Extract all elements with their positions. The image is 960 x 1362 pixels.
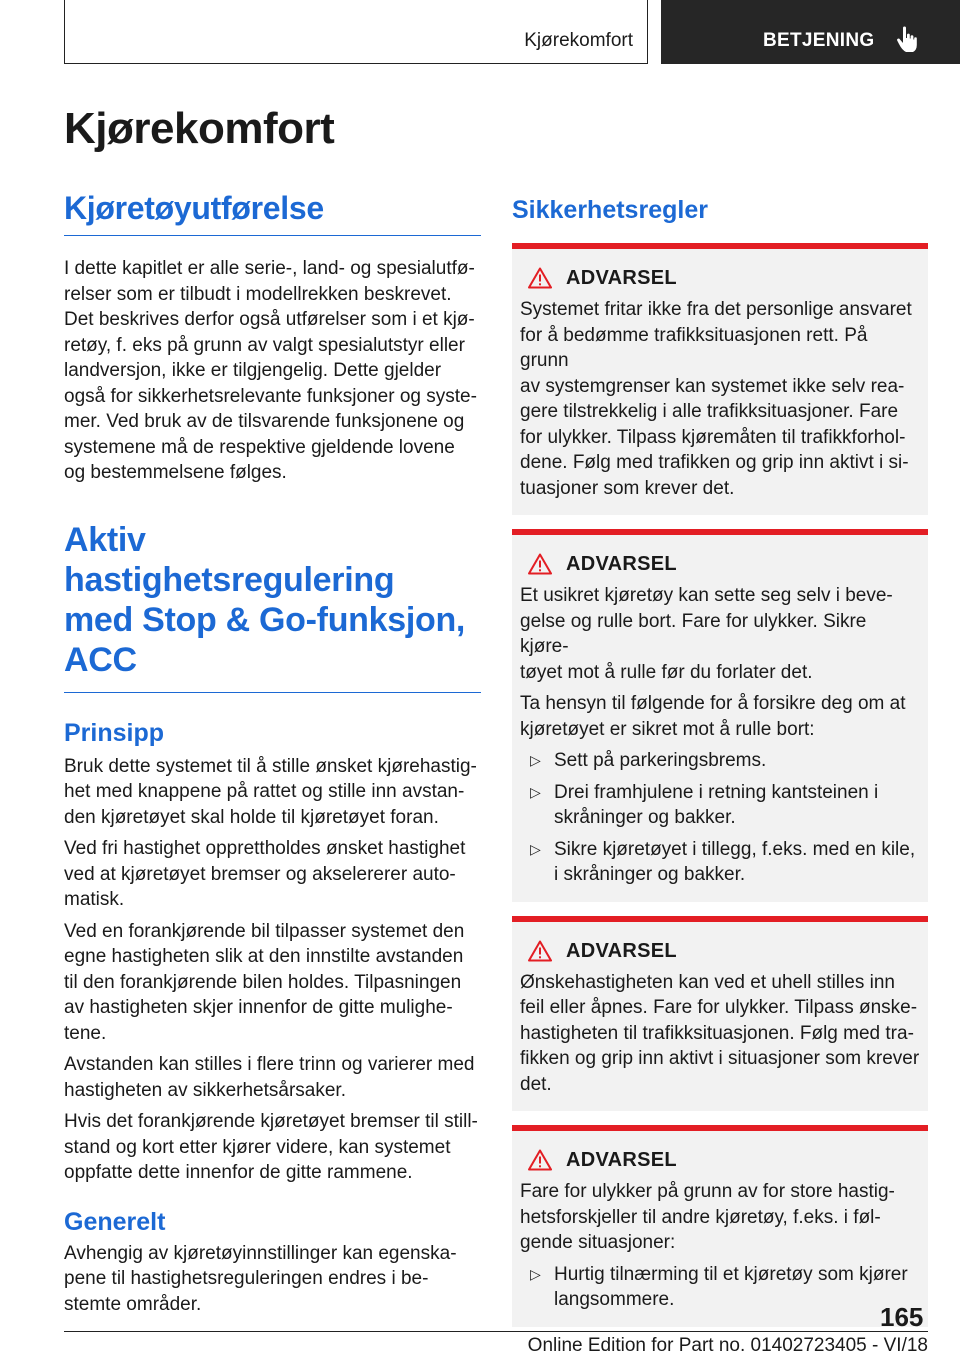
bullet-triangle-icon: ▷ xyxy=(530,752,541,768)
warning-box xyxy=(512,916,928,1112)
list-item: ▷ Sikre kjøretøyet i tillegg, f.eks. med en kile, i skråninger og bakker. xyxy=(530,838,916,885)
footer-edition: Online Edition for Part no. 01402723405 - VI/18 xyxy=(527,1335,928,1356)
bullet-triangle-icon: ▷ xyxy=(530,783,541,800)
left-column xyxy=(64,190,481,1317)
warning-text: Fare for ulykker på grunn av for store hastig- hetsforskjeller til andre kjøretøy, f.eks. i føl- gende situasjoner: xyxy=(520,1181,895,1253)
warning-title: ADVARSEL xyxy=(566,939,677,962)
bullet-triangle-icon: ▷ xyxy=(530,840,541,857)
heading-sikkerhetsregler: Sikkerhetsregler xyxy=(512,196,708,224)
warning-box xyxy=(512,529,928,902)
header-chapter-title: BETJENING xyxy=(763,30,875,51)
page-title: Kjørekomfort xyxy=(64,104,335,153)
prinsipp-paragraph: Ved en forankjørende bil tilpasser systemet den egne hastigheten slik at den innstilte avstanden til den forankjørende bilen holdes. Tilpasningen av hastigheten skjer innenfor de gitte mulighe- tene. xyxy=(64,920,465,1044)
header-section-title: Kjørekomfort xyxy=(524,30,633,51)
intro-paragraph: I dette kapitlet er alle serie-, land- og spesialutfø- relser som er tilbudt i modellrekken beskrevet. Det beskrives derfor også utførelser som i et kjø- retøy, f. eks på grunn av valgt spesialutstyr eller landversjon, ikke er tilgjengelig. Dette gjelder også for sikkerhetsrelevante funksjoner og syste- mer. Ved bruk av de tilsvarende funksjonene og systemene må de respektive gjeldende lovene og bestemmelsene følges. xyxy=(64,258,477,483)
list-item: ▷ Sett på parkeringsbrems. xyxy=(520,748,920,774)
warning-triangle-icon xyxy=(528,940,552,962)
warning-title: ADVARSEL xyxy=(566,267,677,289)
bullet-triangle-icon: ▷ xyxy=(530,1265,541,1282)
warning-triangle-icon xyxy=(528,267,552,289)
right-column xyxy=(512,190,928,1327)
heading-kjoretoyutforelse: Kjøretøyutførelse xyxy=(64,190,324,226)
page-number: 165 xyxy=(880,1302,924,1332)
warning-text: Ta hensyn til følgende for å forsikre deg om at kjøretøyet er sikret mot å rulle bort: xyxy=(520,693,906,740)
warning-title: ADVARSEL xyxy=(566,553,677,575)
header-chapter-tab xyxy=(661,0,960,64)
warning-text: Et usikret kjøretøy kan sette seg selv i beve- gelse og rulle bort. Fare for ulykker. Sikre kjøre- tøyet mot å rulle før du forlater det. xyxy=(520,585,893,683)
prinsipp-paragraph: Ved fri hastighet opprettholdes ønsket hastighet ved at kjøretøyet bremser og akselererer auto- matisk. xyxy=(64,838,466,910)
prinsipp-paragraph: Bruk dette systemet til å stille ønsket kjørehastig- het med knappene på rattet og stille inn avstan- den kjøretøyet skal holde til kjøretøyet foran. xyxy=(64,755,477,828)
header-section-tab xyxy=(64,0,648,64)
hand-pointer-icon xyxy=(896,26,918,54)
warning-triangle-icon xyxy=(528,553,552,575)
heading-prinsipp: Prinsipp xyxy=(64,718,165,747)
warning-box xyxy=(512,1125,928,1327)
warning-text: Ønskehastigheten kan ved et uhell stilles inn feil eller åpnes. Fare for ulykker. Tilpass ønske- hastigheten til trafikksituasjonen. Følg med tra- fikken og grip inn aktivt i situasjoner som krever det. xyxy=(520,971,920,1095)
generelt-paragraph: Avhengig av kjøretøyinnstillinger kan egenska- pene til hastighetsreguleringen endres i be- stemte områder. xyxy=(64,1242,457,1315)
warning-text: Systemet fritar ikke fra det personlige ansvaret for å bedømme trafikksituasjonen rett. På grunn av systemgrenser kan systemet ikke selv rea- gere tilstrekkelig i alle trafikksituasjoner. Fare for ulykker. Tilpass kjøremåten til trafikkforhol- dene. Følg med trafikken og grip inn aktivt i si- tuasjoner som krever det. xyxy=(520,299,912,499)
prinsipp-paragraph: Hvis det forankjørende kjøretøyet bremser til still- stand og kort etter kjører videre, kan systemet oppfatte dette innenfor de gitte rammene. xyxy=(64,1111,478,1183)
list-item: ▷ Drei framhjulene i retning kantsteinen i skråninger og bakker. xyxy=(530,781,879,828)
heading-acc: Aktiv hastighetsregulering med Stop & Go-funksjon, ACC xyxy=(64,520,466,679)
warning-box xyxy=(512,243,928,515)
list-item: ▷ Hurtig tilnærming til et kjøretøy som kjører langsommere. xyxy=(530,1263,908,1310)
warning-title: ADVARSEL xyxy=(566,1149,677,1171)
warning-triangle-icon xyxy=(528,1149,552,1171)
prinsipp-paragraph: Avstanden kan stilles i flere trinn og varierer med hastigheten av sikkerhetsårsaker. xyxy=(64,1054,475,1101)
footer-rule xyxy=(64,1331,928,1332)
heading-generelt: Generelt xyxy=(64,1207,166,1236)
